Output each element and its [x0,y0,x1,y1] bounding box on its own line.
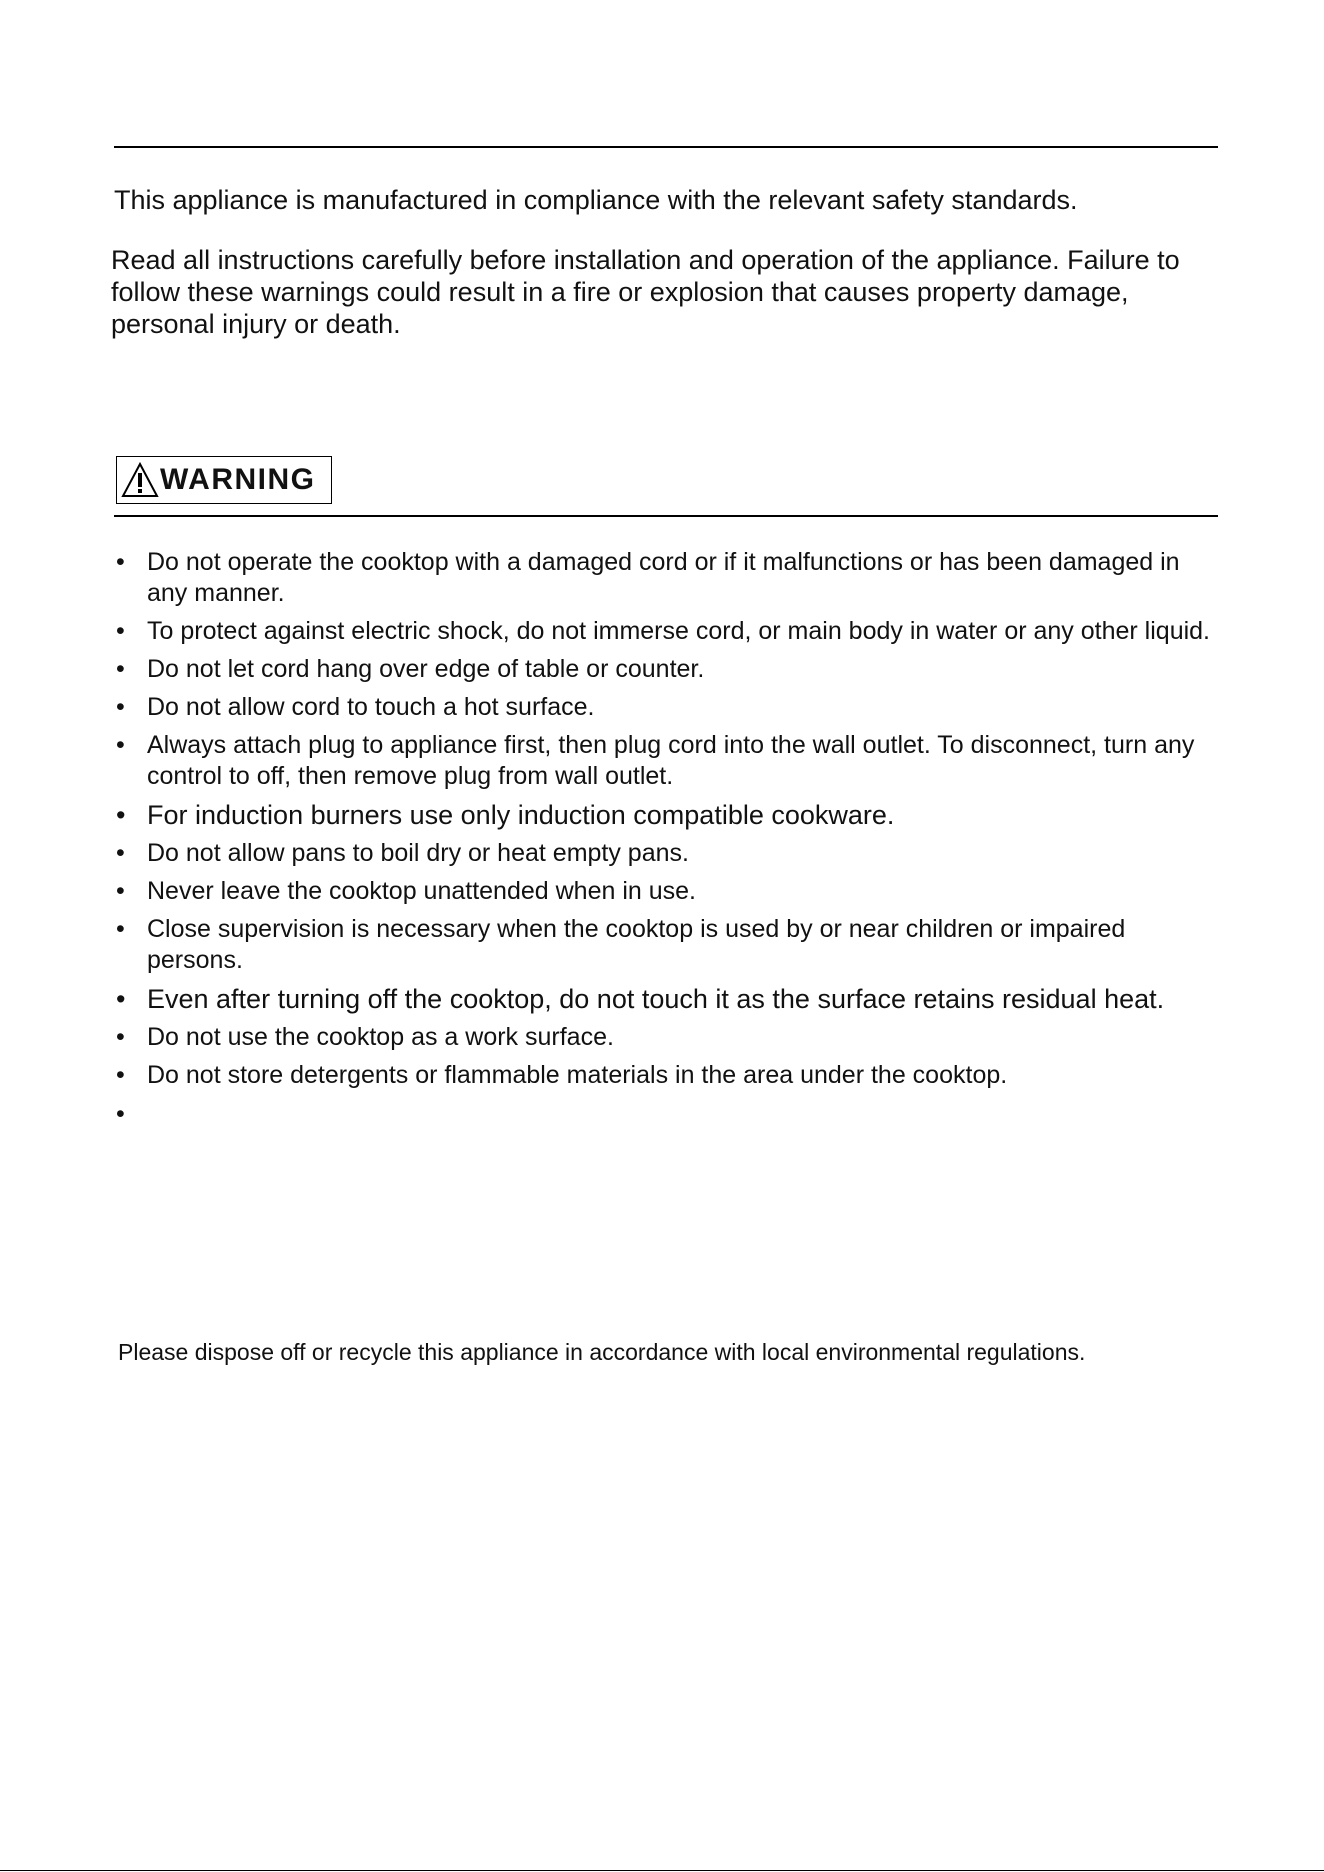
list-item [113,1022,1213,1053]
list-item-text: For induction burners use only induction compatible cookware. [147,800,895,830]
list-item [113,1060,1213,1091]
warning-label: WARNING [160,463,316,496]
list-item [113,730,1213,792]
list-item-text: Do not allow cord to touch a hot surface. [147,693,595,721]
bullet: • [116,915,125,943]
bullet: • [116,617,125,645]
warning-triangle-icon [121,462,159,498]
warning-list [113,547,1213,1137]
read-instructions-statement: Read all instructions carefully before installation and operation of the appliance. Failure to follow these warnings could result in a fire or explosion that causes property damage, personal injury or death. [111,245,1180,339]
list-item [113,983,1213,1015]
bullet: • [116,877,125,905]
list-item-text: Do not use the cooktop as a work surface. [147,1023,614,1051]
disposal-statement: Please dispose off or recycle this appliance in accordance with local environmental regulations. [118,1339,1086,1365]
bullet: • [116,1061,125,1089]
compliance-statement: This appliance is manufactured in compliance with the relevant safety standards. [114,185,1078,215]
list-item-text: Even after turning off the cooktop, do not touch it as the surface retains residual heat. [147,984,1165,1014]
list-item [113,799,1213,831]
list-item-text: Never leave the cooktop unattended when in use. [147,877,696,905]
warning-divider [114,515,1218,517]
bullet: • [116,839,125,867]
list-item-text: Close supervision is necessary when the cooktop is used by or near children or impaired persons. [147,915,1126,974]
bullet: • [116,655,125,683]
list-item-text: Do not store detergents or flammable materials in the area under the cooktop. [147,1061,1008,1089]
bullet: • [116,1100,125,1128]
list-item [113,616,1213,647]
list-item [113,654,1213,685]
bottom-divider [0,1870,1324,1871]
list-item [113,547,1213,609]
list-item-text: Do not let cord hang over edge of table or counter. [147,655,705,683]
bullet: • [116,731,125,759]
list-item-text: Do not operate the cooktop with a damaged cord or if it malfunctions or has been damaged in any manner. [147,548,1180,607]
bullet: • [116,984,126,1014]
bullet: • [116,548,125,576]
top-divider [114,146,1218,148]
bullet: • [116,800,126,830]
list-item-text: Do not allow pans to boil dry or heat empty pans. [147,839,689,867]
warning-heading [116,456,332,504]
list-item [113,838,1213,869]
bullet: • [116,1023,125,1051]
list-item [113,1099,1213,1130]
list-item [113,692,1213,723]
list-item [113,876,1213,907]
bullet: • [116,693,125,721]
list-item-text: To protect against electric shock, do not immerse cord, or main body in water or any other liquid. [147,617,1211,645]
list-item-text: Always attach plug to appliance first, then plug cord into the wall outlet. To disconnect, turn any control to off, then remove plug from wall outlet. [147,731,1195,790]
list-item [113,914,1213,976]
